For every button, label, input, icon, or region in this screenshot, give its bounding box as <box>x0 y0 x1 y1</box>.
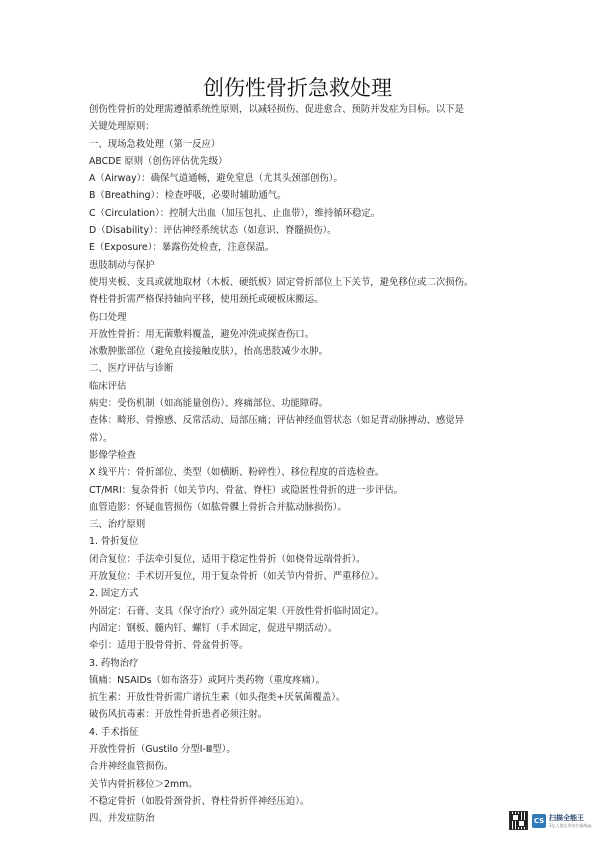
body-line: 开放性骨折：用无菌敷料覆盖，避免冲洗或探查伤口。 <box>89 328 315 340</box>
body-line: 不稳定骨折（如股骨颈骨折、脊柱骨折伴神经压迫）。 <box>89 795 310 807</box>
body-line: 关节内骨折移位＞2mm。 <box>89 778 198 790</box>
body-line: 关键处理原则： <box>89 121 155 133</box>
subsection-heading: 伤口处理 <box>89 311 127 323</box>
subsection-heading: 1. 骨折复位 <box>89 536 139 548</box>
subsection-heading: 临床评估 <box>89 380 127 392</box>
body-line: 牵引：适用于股骨骨折、骨盆骨折等。 <box>89 640 249 652</box>
section-heading: 四、并发症防治 <box>89 813 155 825</box>
body-line: C（Circulation）：控制大出血（加压包扎、止血带），维持循环稳定。 <box>89 207 381 219</box>
body-line: 镇痛：NSAIDs（如布洛芬）或阿片类药物（重度疼痛）。 <box>89 674 325 686</box>
body-line: 血管造影：怀疑血管损伤（如肱骨髁上骨折合并肱动脉损伤）。 <box>89 501 347 513</box>
body-line: 创伤性骨折的处理需遵循系统性原则，以减轻损伤、促进愈合、预防并发症为目标。以下是 <box>89 104 465 115</box>
scanner-watermark <box>509 811 591 830</box>
document-body <box>89 101 519 827</box>
body-line: 脊柱骨折需严格保持轴向平移，使用颈托或硬板床搬运。 <box>89 294 324 306</box>
watermark-brand-name: 扫描全能王 <box>549 813 584 822</box>
section-heading: 二、医疗评估与诊断 <box>89 363 174 375</box>
body-line: E（Exposure）：暴露伤处检查，注意保温。 <box>89 242 275 254</box>
body-line: 常）。 <box>89 432 113 444</box>
body-line: 开放性骨折（Gustilo 分型Ⅰ-Ⅲ型）。 <box>89 743 236 755</box>
body-line: 冰敷肿胀部位（避免直接接触皮肤），抬高患肢减少水肿。 <box>89 346 329 358</box>
qr-code-icon <box>509 811 528 830</box>
body-line: 病史：受伤机制（如高能量创伤）、疼痛部位、功能障碍。 <box>89 398 329 410</box>
subsection-heading: 患肢制动与保护 <box>89 259 155 271</box>
body-line: 使用夹板、支具或就地取材（木板、硬纸板）固定骨折部位上下关节，避免移位或二次损伤。 <box>89 276 474 288</box>
subsection-heading: 2. 固定方式 <box>89 588 139 600</box>
document-title: 创伤性骨折急救处理 <box>203 76 392 100</box>
subsection-heading: 4. 手术指征 <box>89 726 139 738</box>
body-line: A（Airway）：确保气道通畅，避免窒息（尤其头颈部创伤）。 <box>89 173 343 185</box>
section-heading: 一、现场急救处理（第一反应） <box>89 138 221 150</box>
body-line: D（Disability）：评估神经系统状态（如意识、脊髓损伤）。 <box>89 225 337 237</box>
watermark-brand-slogan: 3亿人都在用的扫描App <box>549 822 592 828</box>
camscanner-logo-icon: CS <box>532 814 546 828</box>
body-line: X 线平片：骨折部位、类型（如横断、粉碎性）、移位程度的首选检查。 <box>89 467 385 479</box>
body-line: 开放复位：手术切开复位，用于复杂骨折（如关节内骨折、严重移位）。 <box>89 571 385 583</box>
subsection-heading: ABCDE 原则（创伤评估优先级） <box>89 155 228 167</box>
subsection-heading: 影像学检查 <box>89 449 136 461</box>
body-line: 合并神经血管损伤。 <box>89 761 174 773</box>
watermark-brand <box>549 814 591 828</box>
body-line: 查体：畸形、骨擦感、反常活动、局部压痛；评估神经血管状态（如足背动脉搏动、感觉异 <box>89 415 465 427</box>
body-line: 外固定：石膏、支具（保守治疗）或外固定架（开放性骨折临时固定）。 <box>89 605 385 617</box>
body-line: 抗生素：开放性骨折需广谱抗生素（如头孢类+厌氧菌覆盖）。 <box>89 692 346 704</box>
body-line: 闭合复位：手法牵引复位，适用于稳定性骨折（如桡骨远端骨折）。 <box>89 553 366 565</box>
body-line: CT/MRI：复杂骨折（如关节内、骨盆、脊柱）或隐匿性骨折的进一步评估。 <box>89 484 404 496</box>
section-heading: 三、治疗原则 <box>89 519 146 531</box>
body-line: B（Breathing）：检查呼吸，必要时辅助通气。 <box>89 190 287 202</box>
subsection-heading: 3. 药物治疗 <box>89 657 139 669</box>
body-line: 内固定：钢板、髓内钉、螺钉（手术固定，促进早期活动）。 <box>89 622 338 634</box>
body-line: 破伤风抗毒素：开放性骨折患者必须注射。 <box>89 709 268 721</box>
